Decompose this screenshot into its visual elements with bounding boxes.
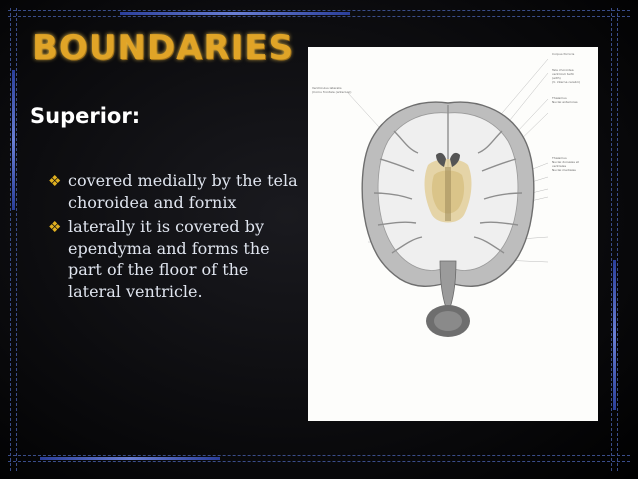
label-nuclei-dorsales: Nuclei dorsales et [552,160,579,164]
frame-accent-top [120,12,350,15]
slide-title: BOUNDARIES [32,28,294,68]
section-subheading: Superior: [30,104,141,128]
diamond-cluster-icon: ❖ [48,218,62,236]
bullet-item [48,170,298,213]
label-ventrales: ventrales [552,164,567,168]
frame-line-left-inner [16,8,17,471]
frame-line-right [611,8,612,471]
frame-line-bottom [8,455,630,456]
bullet-list [48,170,298,305]
label-thalamus-2: Thalamus [552,156,567,160]
bullet-text: laterally it is covered by ependyma and forms the part of the floor of the lateral ventricle. [68,217,270,301]
brain-section-figure [308,47,598,421]
frame-accent-right [613,260,616,410]
frame-line-right-outer [617,8,618,471]
frame-accent-left [12,70,15,210]
frame-accent-bottom [40,457,220,460]
label-thalamus-1: Thalamus [552,96,567,100]
bullet-item [48,216,298,302]
label-corpus-fornicis: Corpus fornicis [552,52,575,56]
diamond-cluster-icon: ❖ [48,172,62,190]
label-cornu-frontale: (Cornu frontale (anterius)) [312,90,352,94]
brain-coronal-illustration [308,47,598,421]
label-nuclei-mediales: Nuclei mediales [552,168,576,172]
label-tela-choroidea-3: (with) [552,76,561,80]
frame-line-top [8,10,630,11]
label-ventriculus-lateralis: Ventriculus lateralis [312,86,342,90]
label-tela-choroidea-4: (V. interna cerebri) [552,80,581,84]
brain-section [362,102,534,337]
label-nuclei-anteriores: Nuclei anteriores [552,100,578,104]
label-tela-choroidea-2: ventriculi tertii [552,72,575,76]
bullet-text: covered medially by the tela choroidea and fornix [68,171,298,212]
label-tela-choroidea: Tela choroidea [552,68,574,72]
frame-line-left [10,8,11,471]
frame-line-bottom-outer [8,461,630,462]
frame-line-top-inner [8,16,630,17]
